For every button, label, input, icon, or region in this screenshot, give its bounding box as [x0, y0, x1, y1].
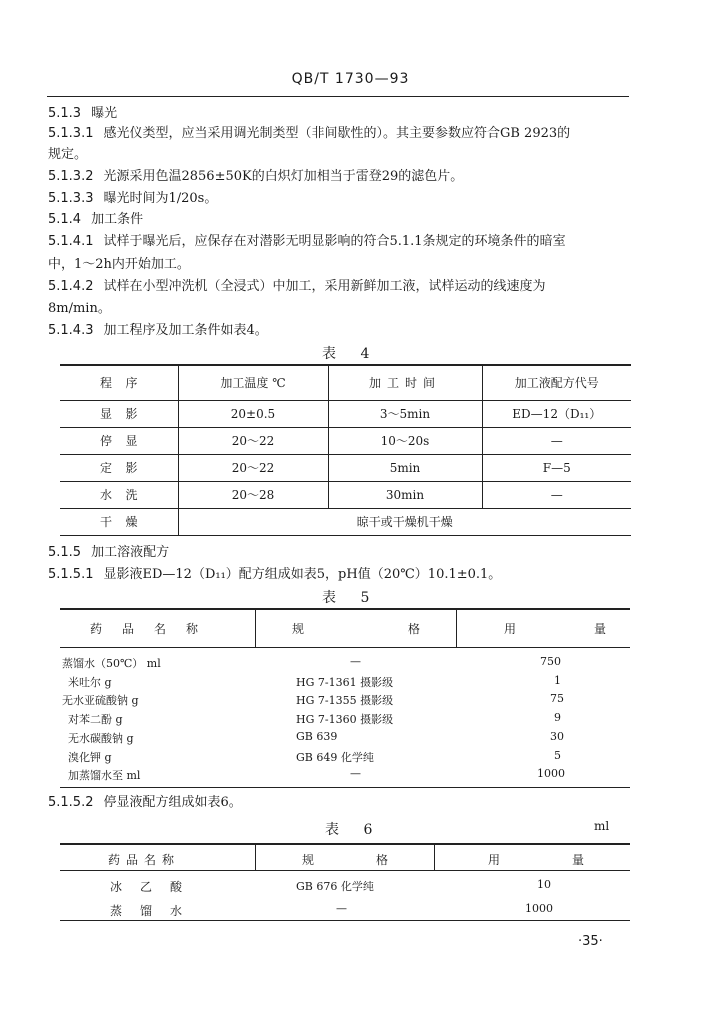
table5-row2-qty: 1 [554, 674, 561, 687]
table5-row5-name: 无水碳酸钠 g [68, 732, 134, 745]
table5-row1-spec: — [350, 655, 361, 668]
table6-caption: 表 6 [325, 822, 383, 838]
table6-col-qty: 用 量 [488, 853, 585, 867]
para-5-1-3-1: 5.1.3.1 感光仪类型，应当采用调光制类型（非间歇性的）。其主要参数应符合GB 2923的 [48, 126, 571, 141]
para-5-1-5-2: 5.1.5.2 停显液配方组成如表6。 [48, 795, 242, 810]
table5-row5-qty: 30 [550, 730, 564, 743]
table6-row1-spec: GB 676 化学纯 [296, 880, 374, 893]
para-5-1-4-1: 5.1.4.1 试样于曝光后，应保存在对潜影无明显影响的符合5.1.1条规定的环境条件的暗室 [48, 234, 566, 249]
para-5-1-3: 5.1.3 曝光 [48, 106, 118, 121]
table5-row4-qty: 9 [554, 711, 561, 724]
table6-row2-spec: — [336, 902, 347, 915]
page-number: ·35· [578, 934, 603, 949]
para-5-1-4-3: 5.1.4.3 加工程序及加工条件如表4。 [48, 323, 268, 338]
table5-row6-name: 溴化钾 g [68, 751, 112, 764]
para-5-1-4-2: 5.1.4.2 试样在小型冲洗机（全浸式）中加工，采用新鲜加工液，试样运动的线速度为 [48, 279, 546, 294]
table4-col-temp: 加工温度 ℃ [178, 365, 328, 400]
table5-row2-name: 米吐尔 g [68, 676, 112, 689]
table6-row1-name: 冰乙酸 [110, 880, 201, 894]
table5-caption: 表 5 [322, 590, 380, 606]
para-5-1-3-3: 5.1.3.3 曝光时间为1/20s。 [48, 191, 218, 206]
table-row: 显 影 20±0.5 3～5min ED—12（D₁₁） [60, 400, 631, 427]
table5-col-divider-1 [255, 609, 256, 647]
document-code-header: QB/T 1730—93 [291, 71, 410, 87]
para-5-1-4-2-cont: 8m/min。 [48, 301, 111, 316]
table5-row6-spec: GB 649 化学纯 [296, 751, 374, 764]
table6-row2-name: 蒸馏水 [110, 904, 201, 918]
table5-top-rule [60, 608, 630, 610]
table6-unit: ml [594, 819, 610, 833]
para-5-1-4: 5.1.4 加工条件 [48, 212, 144, 227]
table4-caption: 表 4 [322, 346, 380, 362]
table4-col-time: 加工时间 [328, 365, 482, 400]
table4-drying-merged: 晾干或干燥机干燥 [356, 515, 453, 529]
table5-row4-name: 对苯二酚 g [68, 713, 123, 726]
table6-top-rule [60, 843, 630, 845]
table-4 [60, 364, 631, 536]
para-5-1-3-1-cont: 规定。 [48, 147, 88, 162]
para-5-1-5-1: 5.1.5.1 显影液ED—12（D₁₁）配方组成如表5，pH值（20℃）10.1±0.1。 [48, 567, 502, 582]
table5-row6-qty: 5 [554, 749, 561, 762]
table4-col-code: 加工液配方代号 [514, 376, 599, 391]
table6-row2-qty: 1000 [525, 902, 553, 915]
table-row: 水 洗 20～28 30min — [60, 481, 631, 508]
para-5-1-5: 5.1.5 加工溶液配方 [48, 545, 170, 560]
table5-bottom-rule [60, 787, 630, 788]
table5-row7-name: 加蒸馏水至 ml [68, 769, 141, 782]
table5-row1-qty: 750 [540, 655, 561, 668]
table5-col-qty: 用 量 [504, 622, 607, 636]
table6-col-divider-2 [434, 844, 435, 870]
table5-row2-spec: HG 7-1361 摄影级 [296, 676, 394, 689]
table5-col-divider-2 [456, 609, 457, 647]
table5-row4-spec: HG 7-1360 摄影级 [296, 713, 394, 726]
table5-row7-qty: 1000 [537, 767, 565, 780]
table-row: 停 显 20～22 10～20s — [60, 427, 631, 454]
table5-row1-name: 蒸馏水（50℃） ml [62, 657, 161, 670]
table4-header-row [60, 365, 631, 400]
table5-row3-spec: HG 7-1355 摄影级 [296, 694, 394, 707]
para-5-1-4-1-cont: 中，1～2h内开始加工。 [48, 257, 190, 272]
table5-row5-spec: GB 639 [296, 730, 338, 743]
table6-row1-qty: 10 [537, 878, 551, 891]
header-rule [47, 96, 629, 97]
para-5-1-3-2: 5.1.3.2 光源采用色温2856±50K的白炽灯加相当于雷登29的滤色片。 [48, 169, 464, 184]
table4-col-step: 程 序 [60, 365, 178, 400]
table6-col-divider-1 [255, 844, 256, 870]
table5-row3-qty: 75 [550, 692, 564, 705]
table5-col-spec: 规 格 [292, 622, 421, 636]
table6-col-spec: 规 格 [302, 853, 389, 867]
table6-bottom-rule [60, 920, 630, 921]
table5-row3-name: 无水亚硫酸钠 g [62, 694, 139, 707]
table-row: 干 燥 晾干或干燥机干燥 [60, 508, 631, 535]
table5-header-rule [60, 647, 630, 648]
table6-header-rule [60, 870, 630, 871]
table5-col-name: 药品名称 [90, 622, 219, 636]
table6-col-name: 药品名称 [108, 853, 181, 867]
table-row: 定 影 20～22 5min F—5 [60, 454, 631, 481]
table5-row7-spec: — [350, 767, 361, 780]
